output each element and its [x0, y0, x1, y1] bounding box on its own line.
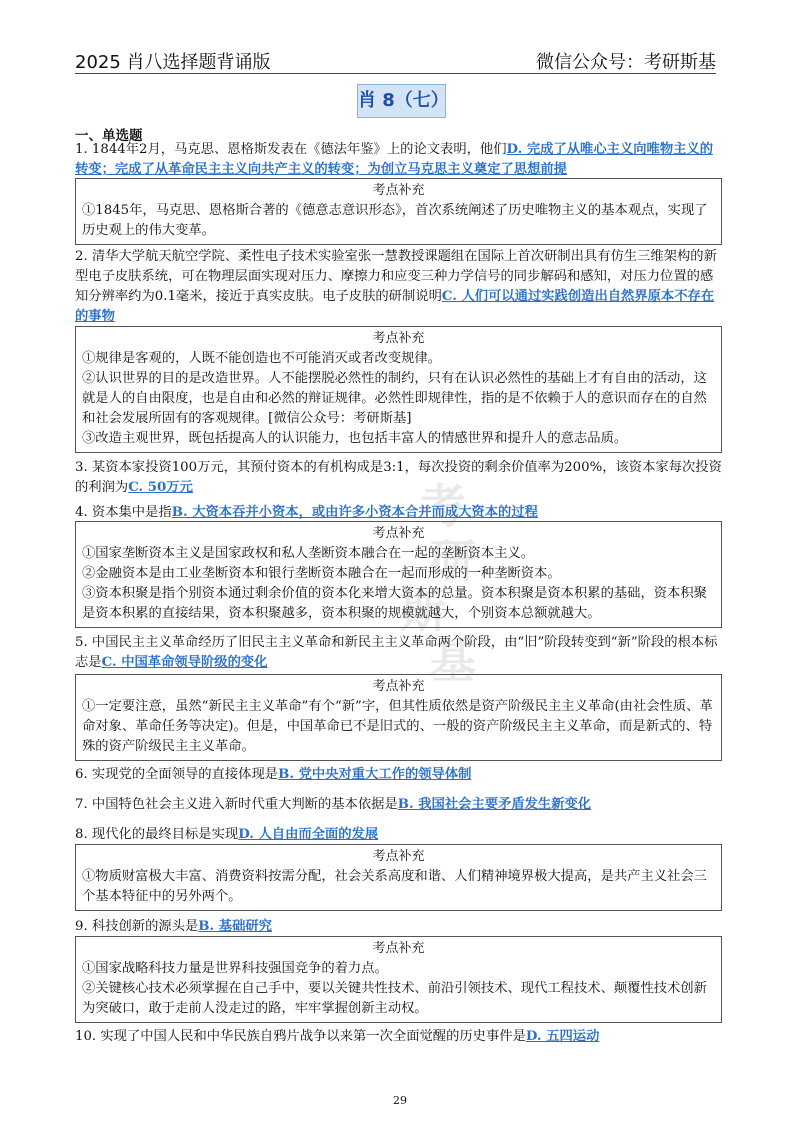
- question-text: 6. 实现党的全面领导的直接体现是: [75, 767, 279, 782]
- page-number: 29: [393, 1094, 407, 1107]
- watermark-char: 基: [430, 634, 476, 688]
- answer: B. 党中央对重大工作的领导体制: [278, 767, 472, 782]
- note: ②认识世界的目的是改造世界。人不能摆脱必然性的制约，只有在认识必然性的基础上才有自由的活动，这就是人的自由限度，也是自由和必然的辩证规律。必然性即规律性，指的是不依赖于人的意识而存在的自然和社会发展所固有的客观规律。[微信公众号：考研斯基]: [82, 371, 707, 426]
- answer: D. 完成了从唯心主义向唯物主义的转变；完成了从革命民主主义向共产主义的转变；为创立马克思主义奠定了思想前提: [75, 142, 714, 177]
- answer: D. 五四运动: [525, 1029, 600, 1044]
- note: ①物质财富极大丰富、消费资料按需分配，社会关系高度和谐、人们精神境界极大提高，是共产主义社会三个基本特征中的另外两个。: [82, 869, 707, 904]
- note: ①1845年，马克思、恩格斯合著的《德意志意识形态》，首次系统阐述了历史唯物主义的基本观点，实现了历史观上的伟大变革。: [82, 203, 708, 238]
- box-heading: 考点补充: [372, 849, 425, 864]
- supplement-box-4: [75, 521, 722, 628]
- section-heading: 一、单选题: [75, 128, 143, 144]
- watermark-char: 斯: [400, 584, 446, 638]
- question-text: 5. 中国民主主义革命经历了旧民主主义革命和新民主主义革命两个阶段，由“旧”阶段转变到“新”阶段的根本标志是: [75, 635, 718, 670]
- question-4: [75, 503, 723, 523]
- watermark-char: 研: [430, 534, 476, 588]
- question-8: [75, 825, 723, 845]
- question-text: 4. 资本集中是指: [75, 505, 172, 520]
- answer: C. 人们可以通过实践创造出自然界原本不存在的事物: [75, 289, 715, 324]
- question-2: [75, 247, 723, 327]
- supplement-box-8: [75, 844, 722, 911]
- box-heading: 考点补充: [372, 331, 425, 346]
- note: ①国家战略科技力量是世界科技强国竞争的着力点。: [82, 961, 388, 976]
- page-title: 肖 8（七）: [357, 84, 446, 118]
- question-1: [75, 140, 723, 180]
- box-heading: 考点补充: [372, 526, 425, 541]
- supplement-box-1: [75, 178, 722, 245]
- note: ②关键核心技术必须掌握在自己手中，要以关键共性技术、前沿引领技术、现代工程技术、颠覆性技术创新为突破口，敢于走前人没走过的路，牢牢掌握创新主动权。: [82, 981, 707, 1016]
- header-right: 微信公众号：考研斯基: [536, 52, 716, 73]
- note: ③资本积聚是指个别资本通过剩余价值的资本化来增大资本的总量。资本积聚是资本积累的基础，资本积聚是资本积累的直接结果，资本积聚越多，资本积聚的规模就越大，个别资本总额就越大。: [82, 586, 707, 621]
- supplement-box-5: [75, 674, 722, 761]
- question-10: [75, 1027, 723, 1047]
- note: ②金融资本是由工业垄断资本和银行垄断资本融合在一起而形成的一种垄断资本。: [82, 566, 561, 581]
- question-text: 1. 1844年2月，马克思、恩格斯发表在《德法年鉴》上的论文表明，他们: [75, 142, 507, 157]
- question-text: 10. 实现了中国人民和中华民族自鸦片战争以来第一次全面觉醒的历史事件是: [75, 1029, 526, 1044]
- supplement-box-2: [75, 326, 722, 453]
- question-text: 7. 中国特色社会主义进入新时代重大判断的基本依据是: [75, 797, 398, 812]
- answer: B. 大资本吞并小资本，或由许多小资本合并而成大资本的过程: [171, 505, 538, 520]
- box-heading: 考点补充: [372, 183, 425, 198]
- question-3: [75, 458, 723, 498]
- question-text: 8. 现代化的最终目标是实现: [75, 827, 239, 842]
- note: ①规律是客观的，人既不能创造也不可能消灭或者改变规律。: [82, 351, 442, 366]
- question-6: [75, 765, 723, 785]
- header-divider: [75, 73, 716, 74]
- note: ①国家垄断资本主义是国家政权和私人垄断资本融合在一起的垄断资本主义。: [82, 546, 535, 561]
- answer: D. 人自由而全面的发展: [238, 827, 379, 842]
- watermark-char: 考: [420, 479, 466, 533]
- box-heading: 考点补充: [372, 941, 425, 956]
- supplement-box-9: [75, 936, 722, 1023]
- box-heading: 考点补充: [372, 679, 425, 694]
- question-9: [75, 917, 723, 937]
- note: ①一定要注意，虽然“新民主主义革命”有个“新”字，但其性质依然是资产阶级民主主义革命(由社会性质、革命对象、革命任务等决定)。但是，中国革命已不是旧式的、一般的资产阶级民主主义革命，而是新式的、特殊的资产阶级民主主义革命。: [82, 699, 713, 754]
- question-text: 9. 科技创新的源头是: [75, 919, 199, 934]
- page-header: [75, 44, 716, 74]
- question-7: [75, 795, 723, 815]
- answer: B. 基础研究: [198, 919, 272, 934]
- question-text: 2. 清华大学航天航空学院、柔性电子技术实验室张一慧教授课题组在国际上首次研制出具有仿生三维架构的新型电子皮肤系统，可在物理层面实现对压力、摩擦力和应变三种力学信号的同步解码和感知，对压力位置的感知分辨率约为0.1毫米，接近于真实皮肤。电子皮肤的研制说明: [75, 249, 717, 304]
- header-left: 2025 肖八选择题背诵版: [75, 52, 271, 73]
- answer: C. 中国革命领导阶级的变化: [101, 655, 268, 670]
- question-text: 3. 某资本家投资100万元，其预付资本的有机构成是3:1，每次投资的剩余价值率为200%，该资本家每次投资的利润为: [75, 460, 722, 495]
- answer: B. 我国社会主要矛盾发生新变化: [397, 797, 592, 812]
- answer: C. 50万元: [128, 480, 193, 495]
- question-5: [75, 633, 723, 673]
- note: ③改造主观世界，既包括提高人的认识能力，也包括丰富人的情感世界和提升人的意志品质。: [82, 431, 628, 446]
